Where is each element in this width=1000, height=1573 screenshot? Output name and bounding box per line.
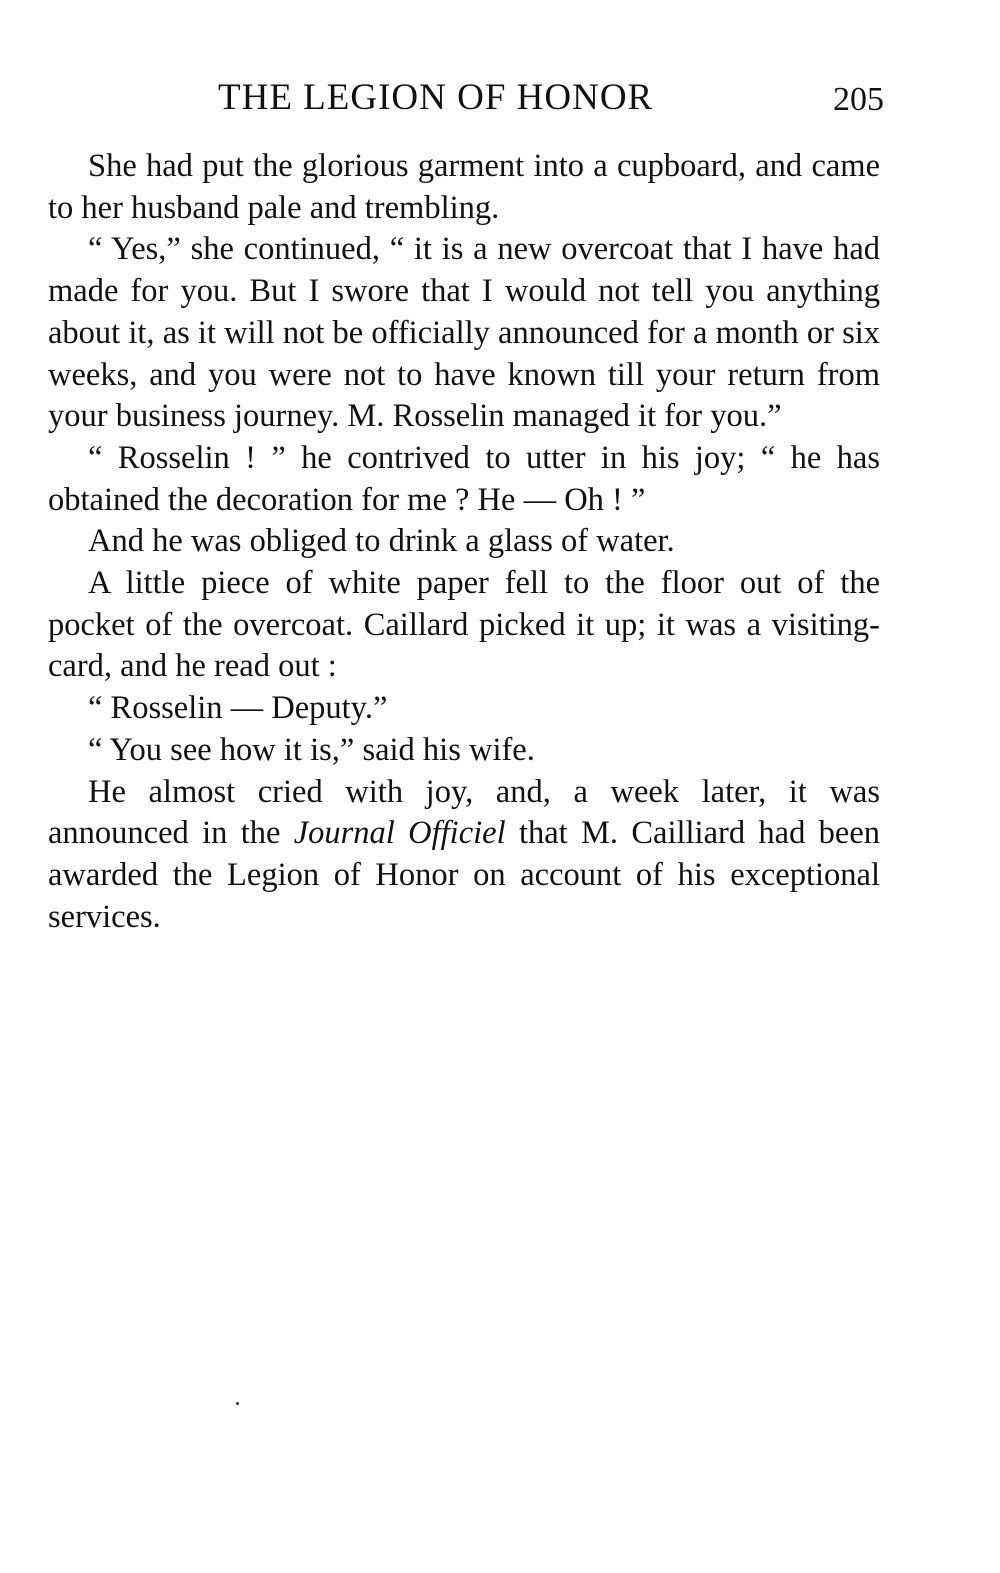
paragraph: “ Rosselin — Deputy.” <box>88 690 388 727</box>
paragraph: And he was obliged to drink a glass of water. <box>88 523 675 560</box>
paragraph: “ Rosselin ! ” he contrived to utter in his joy; “ he has obtained the decoration for me ? He — Oh ! ” <box>48 439 880 518</box>
text-run: He almost cried with joy, and, a week later, it was announced in the <box>48 773 880 852</box>
page-number: 205 <box>833 81 884 118</box>
paragraph: A little piece of white paper fell to the floor out of the pocket of the overcoat. Caillard picked it up; it was a visiting-card, and he read out : <box>48 565 880 685</box>
paragraph: “ Yes,” she continued, “ it is a new overcoat that I have had made for you. But I swore that I would not tell you anything about it, as it will not be officially announced for a month or six weeks, and you were not to have known till your return from your business journey. M. Rosselin managed it for you.” <box>48 231 880 435</box>
paragraph: “ You see how it is,” said his wife. <box>88 731 535 768</box>
journal-title: Journal Officiel <box>293 815 506 852</box>
running-header <box>48 76 884 120</box>
running-title: THE LEGION OF HONOR <box>218 77 654 118</box>
body-text <box>48 146 880 938</box>
text-run: that M. Cailliard had been awarded the Legion of Honor on account of his exceptional services. <box>48 815 880 935</box>
paragraph: She had put the glorious garment into a cupboard, and came to her husband pale and trembling. <box>48 148 880 226</box>
paragraph <box>48 772 880 939</box>
stray-ink-dot <box>236 1402 239 1405</box>
